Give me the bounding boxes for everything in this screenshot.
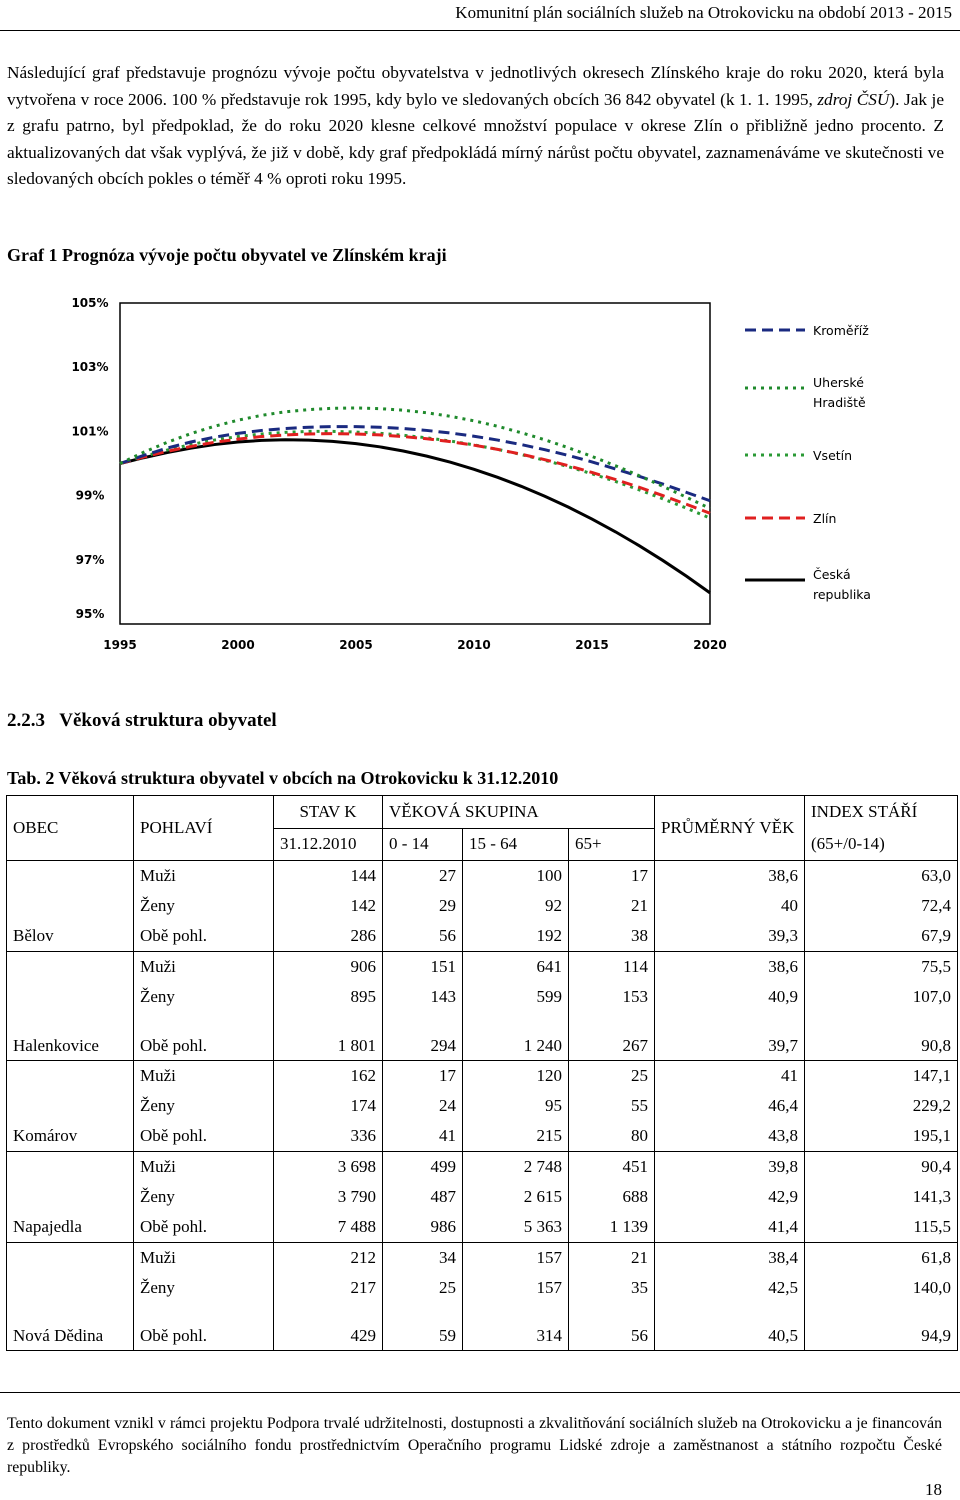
cell-stav: 174 [274, 1091, 383, 1121]
cell-sex: Obě pohl. [134, 1012, 274, 1060]
cell-prumer: 39,8 [655, 1151, 805, 1182]
cell-index: 90,8 [805, 1012, 958, 1060]
cell-b: 599 [463, 982, 569, 1012]
cell-stav: 1 801 [274, 1012, 383, 1060]
table-row [7, 1212, 958, 1243]
cell-a: 17 [383, 1060, 463, 1091]
cell-c: 1 139 [569, 1212, 655, 1243]
cell-prumer: 38,4 [655, 1242, 805, 1273]
cell-b: 1 240 [463, 1012, 569, 1060]
cell-c: 21 [569, 891, 655, 921]
cell-obec [7, 1242, 134, 1273]
cell-prumer: 42,9 [655, 1182, 805, 1212]
table-row [7, 921, 958, 952]
cell-sex: Muži [134, 1060, 274, 1091]
cell-sex: Obě pohl. [134, 1303, 274, 1351]
section-heading [7, 710, 277, 732]
cell-b: 157 [463, 1242, 569, 1273]
cell-sex: Muži [134, 1151, 274, 1182]
cell-obec: Bělov [7, 921, 134, 952]
col-vekova-skupina: VĚKOVÁ SKUPINA [383, 796, 655, 829]
cell-obec [7, 1273, 134, 1303]
cell-b: 2 748 [463, 1151, 569, 1182]
section-number: 2.2.3 [7, 710, 45, 731]
x-tick-label: 1995 [103, 638, 137, 652]
cell-stav: 429 [274, 1303, 383, 1351]
cell-b: 215 [463, 1121, 569, 1152]
cell-c: 114 [569, 952, 655, 983]
table-row [7, 1182, 958, 1212]
cell-b: 92 [463, 891, 569, 921]
cell-prumer: 40 [655, 891, 805, 921]
cell-prumer: 43,8 [655, 1121, 805, 1152]
cell-a: 25 [383, 1273, 463, 1303]
table-row [7, 1012, 958, 1060]
intro-text-1: Následující graf představuje prognózu vývoje počtu obyvatelstva v jednotlivých okresech Zlínského kraje do roku 2020, která byla vytvořena v roce 2006. 100 % představuje rok 1995, kdy bylo ve sledovaných obcích 36 842 obyvatel (k 1. 1. 1995, [7, 63, 944, 109]
cell-index: 141,3 [805, 1182, 958, 1212]
cell-c: 80 [569, 1121, 655, 1152]
cell-stav: 895 [274, 982, 383, 1012]
col-obec: OBEC [7, 796, 134, 861]
cell-a: 986 [383, 1212, 463, 1243]
table-row [7, 982, 958, 1012]
cell-obec [7, 1151, 134, 1182]
cell-prumer: 41,4 [655, 1212, 805, 1243]
col-15-64: 15 - 64 [463, 828, 569, 861]
population-forecast-chart [55, 288, 915, 668]
cell-prumer: 39,3 [655, 921, 805, 952]
header-title: Komunitní plán sociálních služeb na Otrokovicku na období 2013 - 2015 [455, 3, 952, 22]
col-65: 65+ [569, 828, 655, 861]
cell-a: 59 [383, 1303, 463, 1351]
y-tick-label: 103% [71, 360, 109, 375]
cell-stav: 336 [274, 1121, 383, 1152]
cell-obec: Nová Dědina [7, 1303, 134, 1351]
cell-obec [7, 1182, 134, 1212]
table-caption: Tab. 2 Věková struktura obyvatel v obcích na Otrokovicku k 31.12.2010 [7, 768, 559, 788]
col-index-sub: (65+/0-14) [805, 828, 958, 861]
page-number: 18 [925, 1480, 942, 1499]
table-row [7, 1303, 958, 1351]
cell-c: 38 [569, 921, 655, 952]
y-tick-label: 101% [71, 424, 109, 439]
cell-c: 35 [569, 1273, 655, 1303]
table-row [7, 1242, 958, 1273]
cell-c: 17 [569, 861, 655, 892]
cell-index: 72,4 [805, 891, 958, 921]
cell-a: 487 [383, 1182, 463, 1212]
cell-obec [7, 1091, 134, 1121]
cell-sex: Ženy [134, 1182, 274, 1212]
cell-a: 56 [383, 921, 463, 952]
cell-b: 120 [463, 1060, 569, 1091]
cell-prumer: 38,6 [655, 952, 805, 983]
cell-c: 21 [569, 1242, 655, 1273]
cell-obec [7, 1060, 134, 1091]
cell-c: 25 [569, 1060, 655, 1091]
cell-index: 140,0 [805, 1273, 958, 1303]
cell-index: 75,5 [805, 952, 958, 983]
table-row [7, 1091, 958, 1121]
cell-sex: Obě pohl. [134, 921, 274, 952]
legend-label: Uherské Hradiště [813, 375, 866, 410]
legend-label: Česká republika [813, 567, 871, 602]
table-row [7, 1121, 958, 1152]
cell-sex: Obě pohl. [134, 1121, 274, 1152]
cell-stav: 142 [274, 891, 383, 921]
cell-obec [7, 891, 134, 921]
cell-index: 63,0 [805, 861, 958, 892]
cell-stav: 3 790 [274, 1182, 383, 1212]
plot-area [120, 303, 710, 624]
cell-a: 27 [383, 861, 463, 892]
cell-c: 267 [569, 1012, 655, 1060]
cell-sex: Obě pohl. [134, 1212, 274, 1243]
cell-stav: 162 [274, 1060, 383, 1091]
cell-sex: Ženy [134, 1273, 274, 1303]
col-prumerny-vek: PRŮMĚRNÝ VĚK [655, 796, 805, 861]
cell-index: 229,2 [805, 1091, 958, 1121]
cell-b: 100 [463, 861, 569, 892]
cell-obec: Napajedla [7, 1212, 134, 1243]
cell-sex: Muži [134, 952, 274, 983]
table-row [7, 891, 958, 921]
intro-text-2: ). Jak je z grafu patrno, byl předpoklad, že do roku 2020 klesne celkové množství populace v okrese Zlín o přibližně jedno procento. Z aktualizovaných dat však vyplývá, že již v době, kdy graf předpokládá mírný nárůst počtu obyvatel, zaznamenáváme ve skutečnosti ve sledovaných obcích pokles o téměř 4 % oproti roku 1995. [7, 89, 944, 188]
y-tick-label: 97% [75, 552, 105, 567]
cell-obec [7, 952, 134, 983]
x-tick-label: 2000 [221, 638, 255, 652]
cell-prumer: 40,5 [655, 1303, 805, 1351]
cell-obec: Komárov [7, 1121, 134, 1152]
cell-c: 451 [569, 1151, 655, 1182]
cell-stav: 286 [274, 921, 383, 952]
footer-text: Tento dokument vznikl v rámci projektu Podpora trvalé udržitelnosti, dostupnosti a zkvalitňování sociálních služeb na Otrokovicku a je financován z prostředků Evropského sociálního fondu prostřednictvím Operačního programu Lidské zdroje a zaměstnanost a státního rozpočtu České republiky. [7, 1415, 942, 1476]
y-tick-label: 105% [71, 296, 109, 310]
graph-caption: Graf 1 Prognóza vývoje počtu obyvatel ve Zlínském kraji [7, 245, 447, 265]
cell-b: 95 [463, 1091, 569, 1121]
table-row [7, 1273, 958, 1303]
section-title: Věková struktura obyvatel [59, 710, 277, 731]
cell-prumer: 41 [655, 1060, 805, 1091]
legend-label: Vsetín [813, 448, 853, 463]
cell-prumer: 38,6 [655, 861, 805, 892]
cell-stav: 3 698 [274, 1151, 383, 1182]
cell-sex: Ženy [134, 982, 274, 1012]
cell-sex: Muži [134, 1242, 274, 1273]
y-tick-label: 99% [75, 488, 105, 503]
cell-index: 67,9 [805, 921, 958, 952]
cell-index: 90,4 [805, 1151, 958, 1182]
cell-prumer: 40,9 [655, 982, 805, 1012]
cell-index: 115,5 [805, 1212, 958, 1243]
cell-c: 688 [569, 1182, 655, 1212]
intro-source: zdroj ČSÚ [817, 89, 890, 109]
cell-b: 192 [463, 921, 569, 952]
cell-b: 5 363 [463, 1212, 569, 1243]
cell-a: 151 [383, 952, 463, 983]
col-stav: STAV K [274, 796, 383, 829]
intro-paragraph [7, 60, 944, 193]
page-footer [0, 1392, 960, 1479]
cell-prumer: 39,7 [655, 1012, 805, 1060]
cell-obec [7, 861, 134, 892]
cell-b: 314 [463, 1303, 569, 1351]
cell-index: 147,1 [805, 1060, 958, 1091]
col-0-14: 0 - 14 [383, 828, 463, 861]
y-tick-label: 95% [75, 607, 105, 621]
page-header [0, 0, 960, 31]
cell-a: 294 [383, 1012, 463, 1060]
legend-label: Zlín [813, 511, 837, 526]
cell-obec [7, 982, 134, 1012]
cell-b: 157 [463, 1273, 569, 1303]
table-row [7, 1060, 958, 1091]
cell-index: 61,8 [805, 1242, 958, 1273]
cell-c: 55 [569, 1091, 655, 1121]
cell-a: 499 [383, 1151, 463, 1182]
cell-stav: 212 [274, 1242, 383, 1273]
cell-prumer: 42,5 [655, 1273, 805, 1303]
cell-sex: Muži [134, 861, 274, 892]
cell-stav: 144 [274, 861, 383, 892]
table-row [7, 952, 958, 983]
x-tick-label: 2005 [339, 638, 373, 652]
table-row [7, 1151, 958, 1182]
cell-a: 41 [383, 1121, 463, 1152]
cell-b: 2 615 [463, 1182, 569, 1212]
cell-c: 56 [569, 1303, 655, 1351]
col-index-stari: INDEX STÁŘÍ [805, 796, 958, 829]
cell-b: 641 [463, 952, 569, 983]
legend-label: Kroměříž [813, 323, 869, 338]
col-pohlavi: POHLAVÍ [134, 796, 274, 861]
cell-prumer: 46,4 [655, 1091, 805, 1121]
cell-a: 34 [383, 1242, 463, 1273]
cell-stav: 217 [274, 1273, 383, 1303]
cell-a: 29 [383, 891, 463, 921]
cell-sex: Ženy [134, 1091, 274, 1121]
col-stav-date: 31.12.2010 [274, 828, 383, 861]
cell-index: 195,1 [805, 1121, 958, 1152]
cell-stav: 906 [274, 952, 383, 983]
x-tick-label: 2020 [693, 638, 727, 652]
cell-c: 153 [569, 982, 655, 1012]
table-row [7, 861, 958, 892]
cell-sex: Ženy [134, 891, 274, 921]
cell-a: 143 [383, 982, 463, 1012]
cell-a: 24 [383, 1091, 463, 1121]
cell-index: 94,9 [805, 1303, 958, 1351]
cell-obec: Halenkovice [7, 1012, 134, 1060]
cell-stav: 7 488 [274, 1212, 383, 1243]
age-structure-table [6, 795, 958, 1351]
x-tick-label: 2015 [575, 638, 609, 652]
cell-index: 107,0 [805, 982, 958, 1012]
x-tick-label: 2010 [457, 638, 491, 652]
